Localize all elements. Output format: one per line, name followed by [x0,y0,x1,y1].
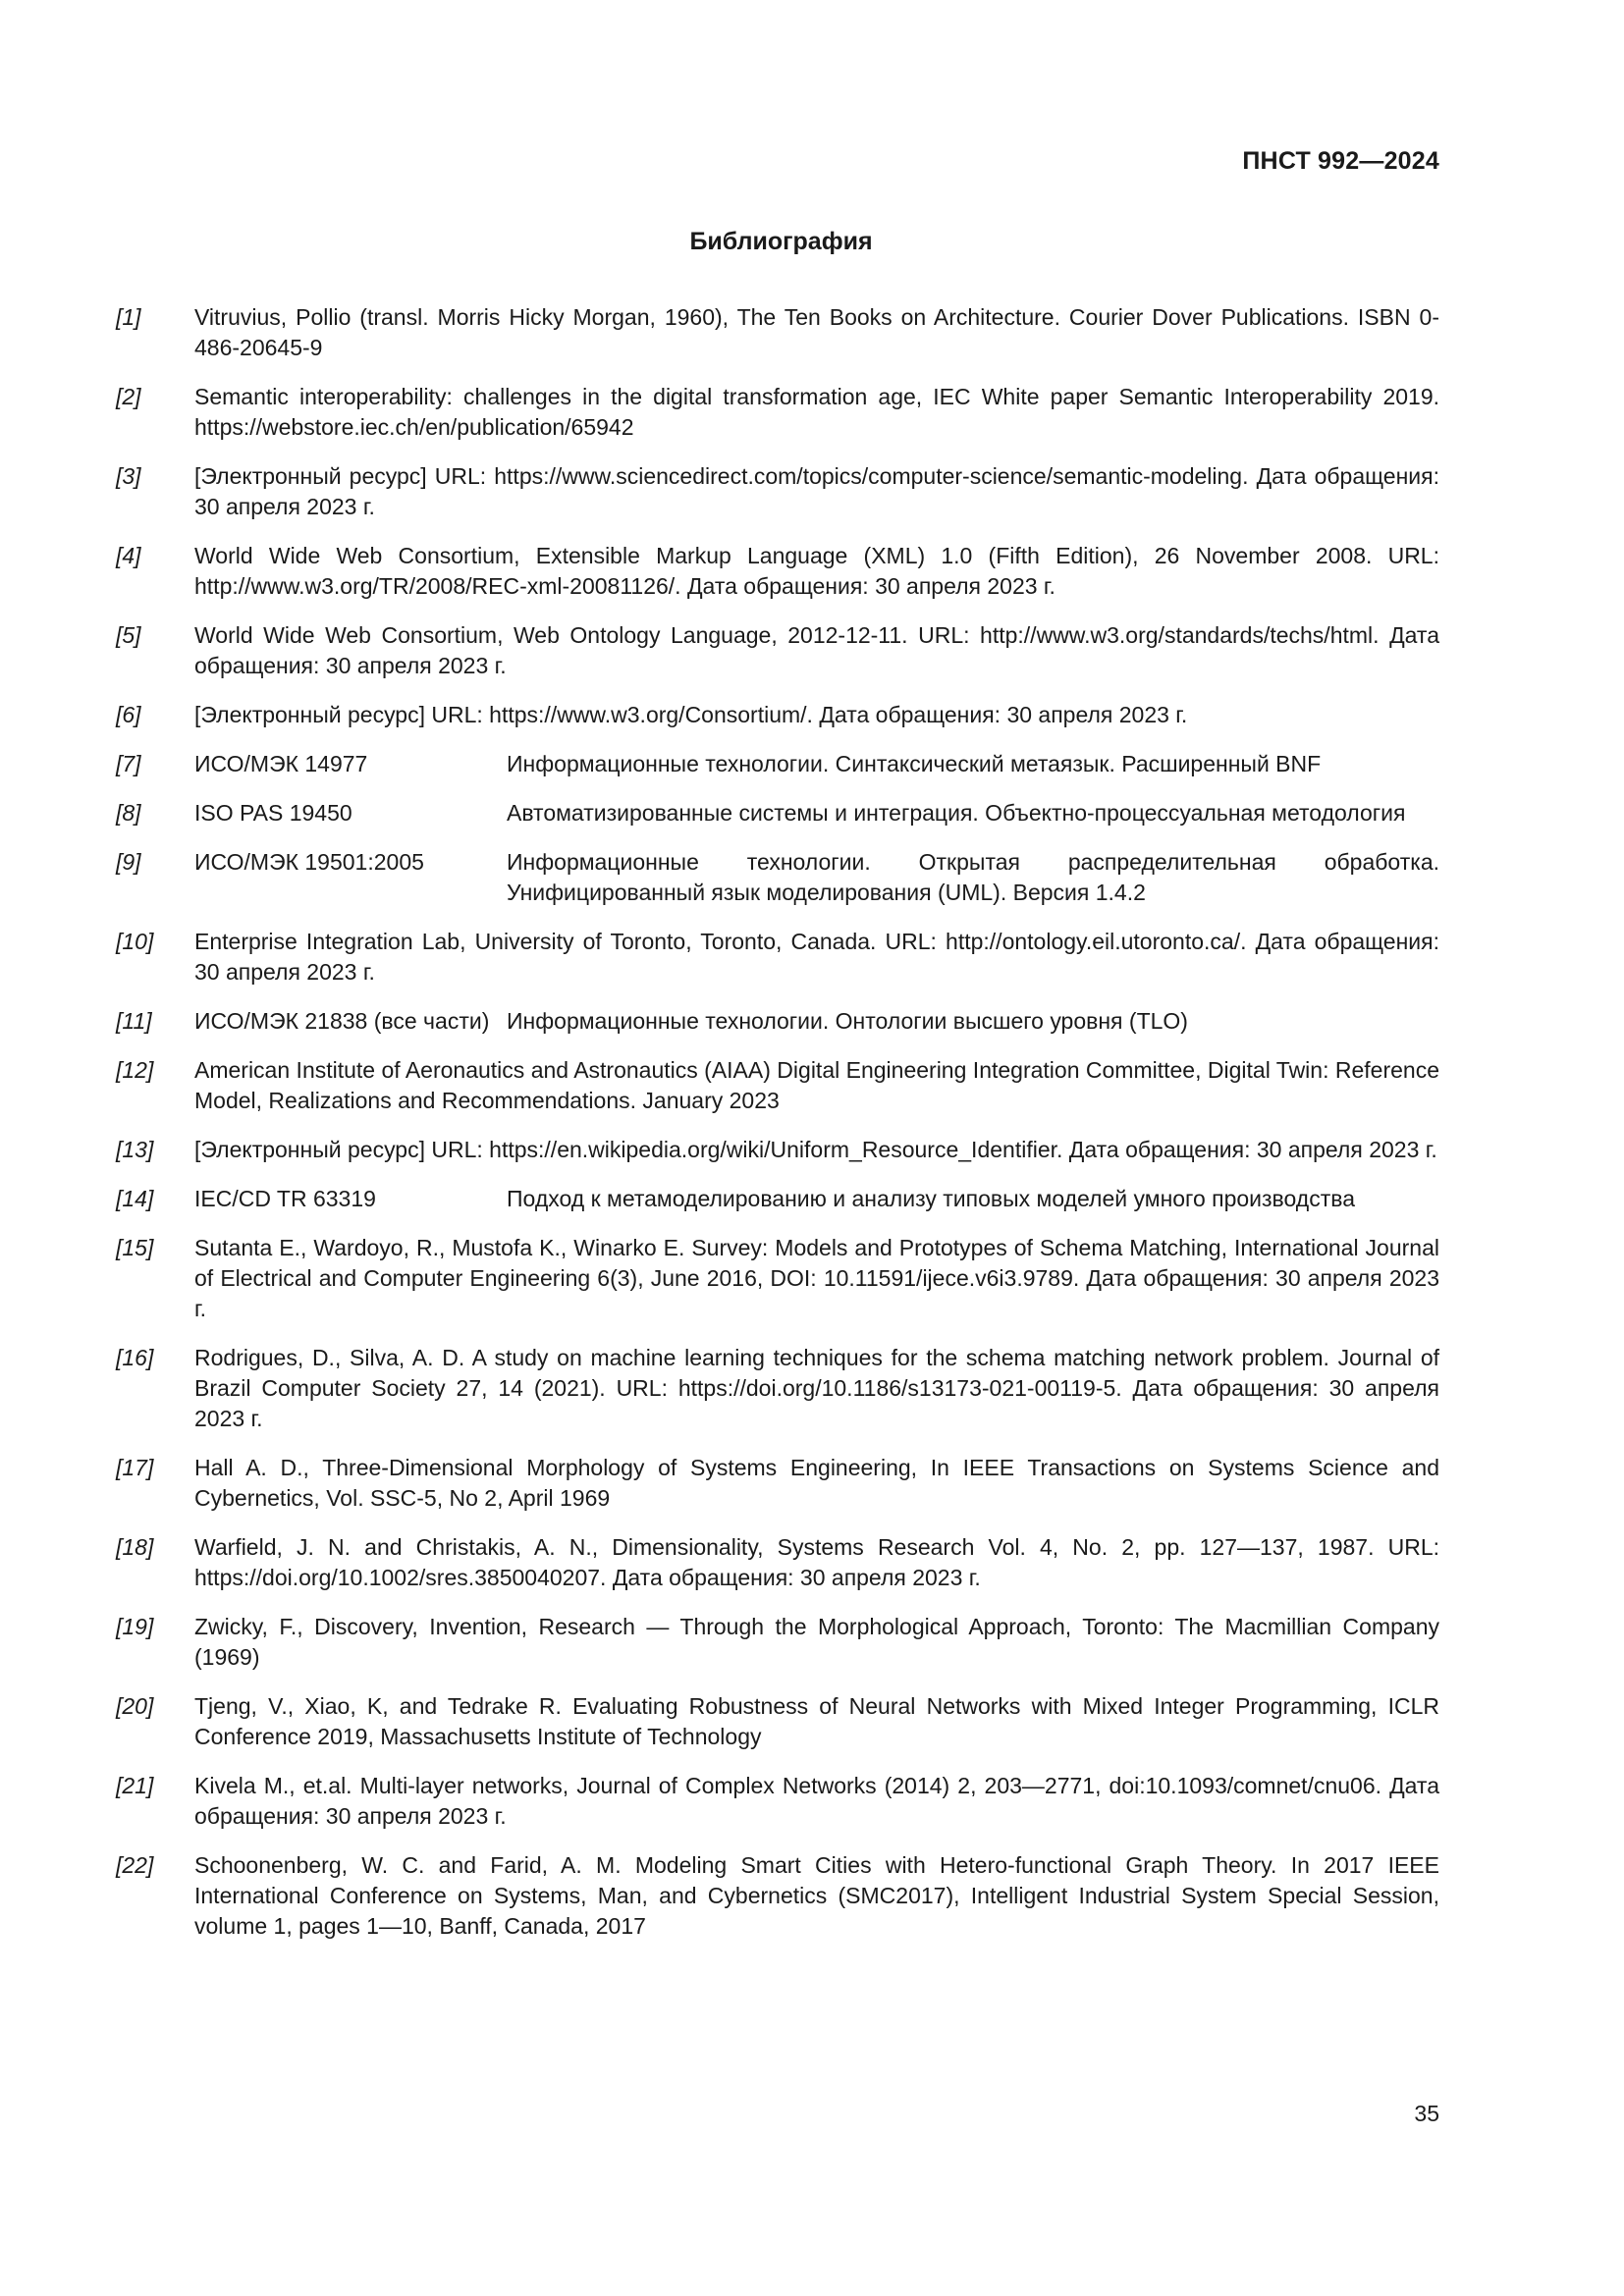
entry-number: [7] [116,751,141,776]
entry-number: [19] [116,1614,154,1639]
entry-text: Vitruvius, Pollio (transl. Morris Hicky Morgan, 1960), The Ten Books on Architecture. Courier Dover Publications. ISBN 0-486-20645-9 [194,304,1439,360]
standard-reference [194,1006,1439,1037]
bibliography-entry [116,1006,1439,1037]
entry-text: Zwicky, F., Discovery, Invention, Research — Through the Morphological Approach, Toronto: The Macmillian Company (1969) [194,1614,1439,1670]
standard-designation: ИСО/МЭК 21838 (все части) [194,1008,490,1034]
entry-number: [10] [116,929,154,954]
entry-text: World Wide Web Consortium, Extensible Markup Language (XML) 1.0 (Fifth Edition), 26 November 2008. URL: http://www.w3.org/TR/2008/REC-xml-20081126/. Дата обращения: 30 апреля 2023 г. [194,543,1439,599]
entry-number: [1] [116,304,141,330]
standard-reference [194,1184,1439,1214]
bibliography-entry [116,302,1439,363]
bibliography-entry [116,1233,1439,1324]
entry-number: [22] [116,1852,154,1878]
standard-designation: ИСО/МЭК 14977 [194,751,368,776]
standard-title: Автоматизированные системы и интеграция. Объектно-процессуальная методология [507,800,1406,826]
bibliography-entry [116,1850,1439,1942]
entry-number: [9] [116,849,141,875]
entry-text: Tjeng, V., Xiao, K, and Tedrake R. Evaluating Robustness of Neural Networks with Mixed Integer Programming, ICLR Conference 2019, Massachusetts Institute of Technology [194,1693,1439,1749]
standard-designation: ISO PAS 19450 [194,800,352,826]
bibliography-entry [116,1771,1439,1832]
standard-title: Информационные технологии. Онтологии высшего уровня (TLO) [507,1008,1188,1034]
section-title: Библиография [689,228,873,255]
entry-number: [14] [116,1186,154,1211]
bibliography-entry [116,541,1439,602]
bibliography-entry [116,749,1439,779]
entry-number: [11] [116,1008,152,1034]
entry-text: Kivela M., et.al. Multi-layer networks, Journal of Complex Networks (2014) 2, 203—2771, doi:10.1093/comnet/cnu06. Дата обращения: 30 апреля 2023 г. [194,1773,1439,1829]
entry-text: [Электронный ресурс] URL: https://www.w3.org/Consortium/. Дата обращения: 30 апреля 2023 г. [194,702,1188,727]
standard-designation: IEC/CD TR 63319 [194,1186,376,1211]
standard-reference [194,798,1439,828]
standard-title: Информационные технологии. Синтаксический метаязык. Расширенный BNF [507,751,1322,776]
bibliography-entry [116,461,1439,522]
bibliography-entry [116,1453,1439,1514]
bibliography-entry [116,1612,1439,1673]
entry-number: [20] [116,1693,154,1719]
entry-number: [16] [116,1345,154,1370]
entry-text: World Wide Web Consortium, Web Ontology Language, 2012-12-11. URL: http://www.w3.org/standards/techs/html. Дата обращения: 30 апреля 2023 г. [194,622,1439,678]
bibliography-entry [116,1343,1439,1434]
entry-text: Enterprise Integration Lab, University of Toronto, Toronto, Canada. URL: http://ontology.eil.utoronto.ca/. Дата обращения: 30 апреля 2023 г. [194,929,1439,985]
bibliography-entry [116,847,1439,908]
standard-reference [194,847,1439,908]
entry-number: [17] [116,1455,154,1480]
entry-number: [4] [116,543,141,568]
entry-number: [15] [116,1235,154,1260]
bibliography-entry [116,798,1439,828]
bibliography-entry [116,700,1439,730]
standard-designation: ИСО/МЭК 19501:2005 [194,849,424,875]
entry-text: Sutanta E., Wardoyo, R., Mustofa K., Winarko E. Survey: Models and Prototypes of Schema Matching, International Journal of Electrical and Computer Engineering 6(3), June 2016, DOI: 10.11591/ijece.v6i3.9789. Дата обращения: 30 апреля 2023 г. [194,1235,1439,1321]
entry-number: [3] [116,463,141,489]
bibliography-entry [116,1135,1439,1165]
standard-title: Информационные технологии. Открытая распределительная обработка. Унифицированный язык моделирования (UML). Версия 1.4.2 [507,849,1439,905]
standard-reference [194,749,1439,779]
document-code: ПНСТ 992—2024 [1242,147,1439,175]
entry-text: [Электронный ресурс] URL: https://www.sciencedirect.com/topics/computer-science/semantic-modeling. Дата обращения: 30 апреля 2023 г. [194,463,1439,519]
entry-text: American Institute of Aeronautics and Astronautics (AIAA) Digital Engineering Integration Committee, Digital Twin: Reference Model, Realizations and Recommendations. January 2023 [194,1057,1439,1113]
entry-text: Rodrigues, D., Silva, A. D. A study on machine learning techniques for the schema matching network problem. Journal of Brazil Computer Society 27, 14 (2021). URL: https://doi.org/10.1186/s13173-021-00119-5. Дата обращения: 30 апреля 2023 г. [194,1345,1439,1431]
bibliography-entry [116,382,1439,443]
bibliography-entry [116,927,1439,988]
entry-text: Warfield, J. N. and Christakis, A. N., Dimensionality, Systems Research Vol. 4, No. 2, pp. 127—137, 1987. URL: https://doi.org/10.1002/sres.3850040207. Дата обращения: 30 апреля 2023 г. [194,1534,1439,1590]
standard-title: Подход к метамоделированию и анализу типовых моделей умного производства [507,1186,1356,1211]
entry-number: [18] [116,1534,154,1560]
bibliography-entry [116,1184,1439,1214]
bibliography-entry [116,1532,1439,1593]
entry-text: [Электронный ресурс] URL: https://en.wikipedia.org/wiki/Uniform_Resource_Identifier. Дата обращения: 30 апреля 2023 г. [194,1137,1437,1162]
entry-text: Semantic interoperability: challenges in the digital transformation age, IEC White paper Semantic Interoperability 2019. https://webstore.iec.ch/en/publication/65942 [194,384,1439,440]
bibliography-entry [116,1055,1439,1116]
page-number: 35 [1414,2101,1439,2126]
bibliography-list [116,302,1439,1960]
entry-number: [2] [116,384,141,409]
entry-number: [21] [116,1773,154,1798]
entry-number: [12] [116,1057,154,1083]
entry-number: [13] [116,1137,154,1162]
entry-text: Hall A. D., Three-Dimensional Morphology of Systems Engineering, In IEEE Transactions on Systems Science and Cybernetics, Vol. SSC-5, No 2, April 1969 [194,1455,1439,1511]
entry-text: Schoonenberg, W. C. and Farid, A. M. Modeling Smart Cities with Hetero-functional Graph Theory. In 2017 IEEE International Conference on Systems, Man, and Cybernetics (SMC2017), Intelligent Industrial System Special Session, volume 1, pages 1—10, Banff, Canada, 2017 [194,1852,1439,1939]
bibliography-entry [116,1691,1439,1752]
entry-number: [8] [116,800,141,826]
entry-number: [6] [116,702,141,727]
entry-number: [5] [116,622,141,648]
bibliography-entry [116,620,1439,681]
